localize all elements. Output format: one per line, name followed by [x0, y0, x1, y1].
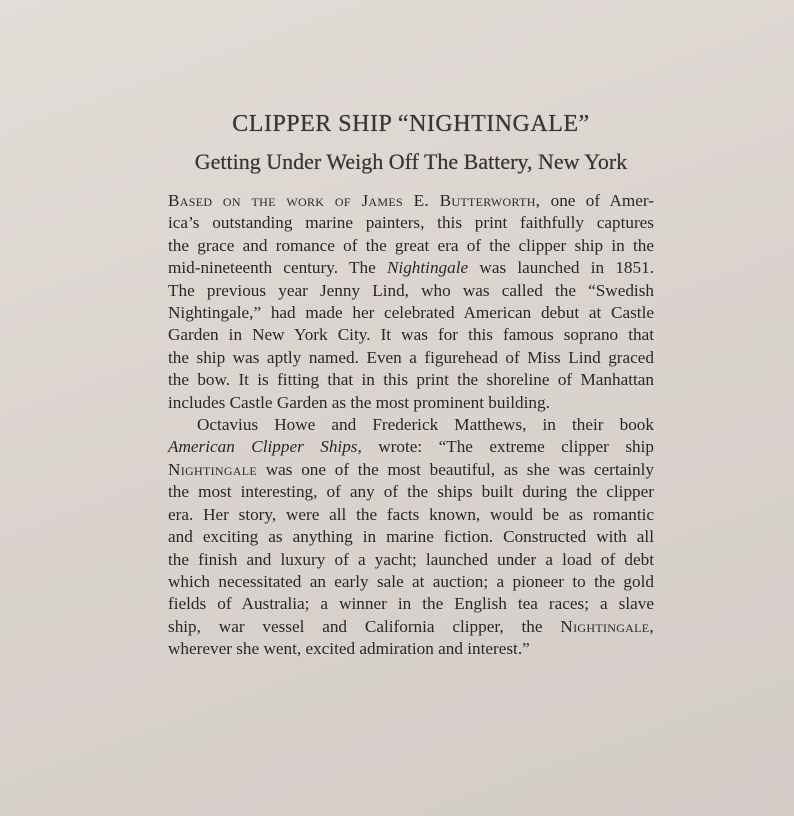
- text-segment: was one of the most beautiful, as she was certainly: [257, 459, 654, 479]
- text-line: era. Her story, were all the facts known, would be as romantic: [168, 504, 654, 524]
- text-line: [168, 436, 654, 458]
- page-title: CLIPPER SHIP “NIGHTINGALE”: [232, 111, 590, 137]
- text-line: the grace and romance of the great era of the clipper ship in the: [168, 235, 654, 255]
- paragraph-1: [168, 190, 654, 414]
- ship-name-italic: Nightingale: [386, 258, 469, 278]
- book-title-italic: American Clipper Ships,: [168, 437, 362, 457]
- text-line: includes Castle Garden as the most prominent building.: [168, 392, 550, 412]
- text-line: the ship was aptly named. Even a figurehead of Miss Lind graced: [168, 347, 654, 367]
- text-line: ica’s outstanding marine painters, this print faithfully captures: [168, 213, 654, 233]
- text-line: fields of Australia; a winner in the English tea races; a slave: [168, 594, 654, 614]
- text-line: Garden in New York City. It was for this famous soprano that: [168, 325, 654, 345]
- text-line: [168, 190, 654, 212]
- text-line: Nightingale,” had made her celebrated American debut at Castle: [168, 303, 654, 323]
- page-subtitle: Getting Under Weigh Off The Battery, New York: [194, 149, 628, 174]
- text-line: [168, 257, 654, 279]
- text-segment: ship, war vessel and California clipper, the: [168, 616, 561, 636]
- text-segment: was launched in 1851.: [468, 258, 654, 278]
- body-text: [168, 190, 654, 661]
- text-line: Octavius Howe and Frederick Matthews, in their book: [197, 415, 654, 435]
- lead-smallcaps: Based on the work of James E. Butterworth,: [168, 191, 541, 210]
- text-line: the finish and luxury of a yacht; launched under a load of debt: [168, 549, 654, 569]
- document-page: [168, 108, 654, 661]
- text-segment: one of Amer-: [540, 191, 654, 210]
- text-line: the most interesting, of any of the ships built during the clipper: [168, 482, 654, 502]
- ship-name-smallcaps: Nightingale: [168, 459, 258, 479]
- paragraph-2: [168, 414, 654, 660]
- text-segment: wrote: “The extreme clipper ship: [361, 437, 654, 457]
- text-segment: mid-nineteenth century. The: [168, 258, 387, 278]
- text-line: [168, 616, 654, 638]
- text-line: [168, 459, 654, 481]
- ship-name-smallcaps: Nightingale,: [560, 616, 654, 636]
- text-line: which necessitated an early sale at auction; a pioneer to the gold: [168, 571, 654, 591]
- text-line: wherever she went, excited admiration and interest.”: [168, 639, 530, 659]
- text-line: the bow. It is fitting that in this print the shoreline of Manhattan: [168, 370, 654, 390]
- text-line: and exciting as anything in marine fiction. Constructed with all: [168, 527, 654, 547]
- text-line: The previous year Jenny Lind, who was called the “Swedish: [168, 280, 654, 300]
